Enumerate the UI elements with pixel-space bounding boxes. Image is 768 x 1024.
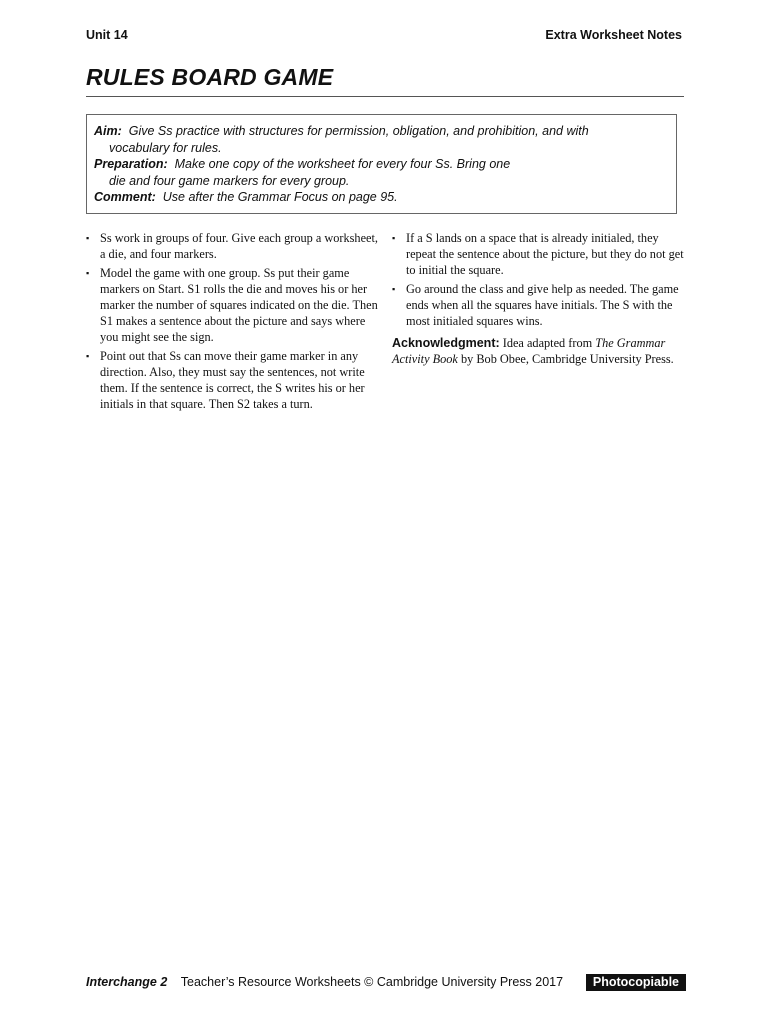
bullet-icon: ▪ <box>392 233 396 243</box>
left-bullet-list <box>86 230 378 412</box>
aim-box <box>86 114 677 214</box>
list-item-text: Ss work in groups of four. Give each group a worksheet, a die, and four markers. <box>100 231 378 261</box>
bullet-icon: ▪ <box>86 233 90 243</box>
acknowledgment-text-after: by Bob Obee, Cambridge University Press. <box>460 352 674 366</box>
acknowledgment-book-title: The Grammar Activity Book <box>392 336 666 366</box>
comment-line <box>94 189 676 206</box>
list-item <box>392 281 684 329</box>
footer-credit: Teacher’s Resource Worksheets © Cambridge University Press 2017 <box>180 975 564 989</box>
list-item-text: Point out that Ss can move their game marker in any direction. Also, they must say the sentences, not write them. If the sentence is correct, the S writes his or her initials in that square. Then S2 takes a turn. <box>100 349 365 411</box>
aim-text-line1: Give Ss practice with structures for permission, obligation, and prohibition, and with <box>128 124 589 138</box>
list-item-text: If a S lands on a space that is already initialed, they repeat the sentence about the picture, but they do not get to initial the square. <box>406 231 684 277</box>
acknowledgment <box>392 335 684 367</box>
page-title: RULES BOARD GAME <box>86 64 334 90</box>
preparation-label: Preparation: <box>94 157 168 171</box>
list-item-text: Go around the class and give help as needed. The game ends when all the squares have initials. The S with the most initialed squares wins. <box>406 282 679 328</box>
acknowledgment-label: Acknowledgment: <box>392 336 500 350</box>
list-item <box>86 265 378 345</box>
list-item <box>86 230 378 262</box>
preparation-text-line2: die and four game markers for every group. <box>109 173 350 188</box>
comment-text: Use after the Grammar Focus on page 95. <box>162 190 398 204</box>
list-item <box>86 348 378 412</box>
footer-brand: Interchange 2 <box>86 975 168 989</box>
right-column <box>392 230 684 367</box>
acknowledgment-text-before: Idea adapted from <box>502 336 593 350</box>
unit-label: Unit 14 <box>86 28 128 42</box>
aim-label: Aim: <box>94 124 122 138</box>
preparation-line <box>94 156 676 173</box>
comment-label: Comment: <box>94 190 156 204</box>
bullet-icon: ▪ <box>86 351 90 361</box>
list-item <box>392 230 684 278</box>
section-label: Extra Worksheet Notes <box>545 28 682 42</box>
aim-text-line2: vocabulary for rules. <box>109 140 222 155</box>
aim-line <box>94 123 676 140</box>
list-item-text: Model the game with one group. Ss put their game markers on Start. S1 rolls the die and moves his or her marker the number of squares indicated on the die. Then S1 makes a sentence about the picture and says where you might see the sign. <box>100 266 378 344</box>
bullet-icon: ▪ <box>392 284 396 294</box>
title-divider <box>86 96 684 97</box>
photocopiable-badge: Photocopiable <box>586 974 686 991</box>
preparation-text-line1: Make one copy of the worksheet for every four Ss. Bring one <box>174 157 511 171</box>
bullet-icon: ▪ <box>86 268 90 278</box>
right-bullet-list <box>392 230 684 329</box>
left-column <box>86 230 378 415</box>
